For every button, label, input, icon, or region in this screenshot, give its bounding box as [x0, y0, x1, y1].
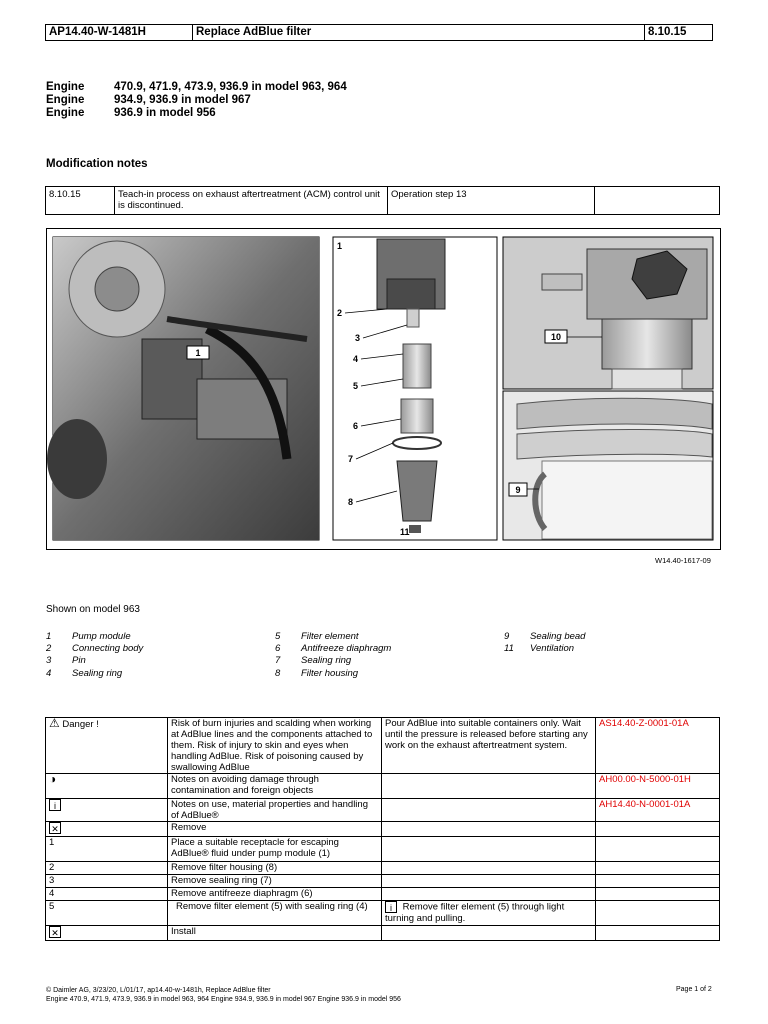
callout-label: 11 [400, 527, 410, 537]
note-text: Notes on avoiding damage through contamination and foreign objects [168, 774, 382, 799]
footer-line-1: © Daimler AG, 3/23/20, L/01/17, ap14.40-w-1481h, Replace AdBlue filter [46, 987, 271, 994]
panel-connecting-body [503, 237, 713, 389]
legend-num: 2 [46, 643, 52, 654]
danger-row [46, 718, 720, 774]
step-note: Remove filter element (5) through light turning and pulling. [385, 901, 565, 924]
warning-triangle-icon: ⚠ [49, 716, 60, 730]
step-note [382, 875, 596, 888]
empty-cell [382, 926, 596, 941]
callout-label: 8 [348, 497, 354, 507]
callout-label: 9 [515, 485, 521, 495]
legend-num: 5 [275, 631, 281, 642]
callout-label: 1 [337, 241, 343, 251]
legend-item [275, 654, 475, 667]
callout-label: 4 [353, 354, 359, 364]
legend-item [46, 654, 246, 667]
engine-value: 936.9 in model 956 [114, 107, 216, 119]
step-num: 1 [46, 837, 168, 862]
legend-item [46, 667, 246, 680]
step-note [382, 888, 596, 901]
step-text: Place a suitable receptacle for escaping AdBlue® fluid under pump module (1) [168, 837, 382, 862]
callout-label: 10 [550, 332, 562, 342]
install-icon: ✕ [49, 926, 61, 938]
step-row [46, 837, 720, 862]
step-text: Remove filter element (5) with sealing ring (4) [168, 901, 382, 926]
empty-cell [596, 875, 720, 888]
procedure-table [45, 717, 720, 941]
header-table [45, 24, 713, 41]
callout-label: 6 [353, 421, 359, 431]
modification-heading: Modification notes [46, 158, 148, 170]
empty-cell [382, 822, 596, 837]
mod-ref: Operation step 13 [388, 187, 595, 215]
mod-extra [595, 187, 720, 215]
note-empty [382, 799, 596, 822]
step-row [46, 875, 720, 888]
engine-label: Engine [46, 107, 85, 119]
danger-cell [46, 718, 168, 774]
panel-engine-overview [47, 237, 319, 540]
danger-action: Pour AdBlue into suitable containers only. Wait until the pressure is released before starting any work on the exhaust aftertreatment system. [382, 718, 596, 774]
figure-id: W14.40-1617-09 [655, 556, 711, 565]
note-icon-cell [46, 774, 168, 799]
engine-label: Engine [46, 81, 85, 93]
note-empty [382, 774, 596, 799]
page-number: Page 1 of 2 [676, 986, 712, 993]
remove-icon: ✕ [49, 822, 61, 834]
legend-text: Connecting body [72, 643, 144, 654]
panel-sealing-bead [503, 391, 713, 540]
note-ref: AH00.00-N-5000-01H [596, 774, 720, 799]
mod-text: Teach-in process on exhaust aftertreatment (ACM) control unit is discontinued. [115, 187, 388, 215]
note-icon-cell [46, 799, 168, 822]
remove-icon-cell [46, 822, 168, 837]
danger-label: Danger ! [62, 719, 99, 730]
step-num: 3 [46, 875, 168, 888]
legend-text: Pin [72, 655, 86, 666]
legend-item [275, 667, 475, 680]
remove-row [46, 822, 720, 837]
legend-num: 9 [504, 631, 510, 642]
empty-cell [596, 862, 720, 875]
empty-cell [596, 888, 720, 901]
info-icon: i [385, 901, 397, 913]
doc-id: AP14.40-W-1481H [46, 25, 193, 41]
legend-num: 1 [46, 631, 52, 642]
step-text: Remove antifreeze diaphragm (6) [168, 888, 382, 901]
callout-label: 2 [337, 308, 343, 318]
footer-left [46, 986, 606, 1004]
step-num: 2 [46, 862, 168, 875]
callout-label: 1 [195, 348, 201, 358]
doc-title: Replace AdBlue filter [193, 25, 645, 41]
panel-exploded-view [333, 237, 497, 540]
modification-table [45, 186, 720, 215]
doc-date: 8.10.15 [645, 25, 713, 41]
legend-num: 11 [504, 643, 514, 654]
step-row [46, 888, 720, 901]
danger-ref: AS14.40-Z-0001-01A [596, 718, 720, 774]
step-row [46, 862, 720, 875]
contamination-icon: ◑ [49, 772, 57, 786]
footer-line-2: Engine 470.9, 471.9, 473.9, 936.9 in model 963, 964 Engine 934.9, 936.9 in model 967 Engine 936.9 in model 956 [46, 996, 401, 1003]
legend-text: Sealing ring [301, 655, 352, 666]
legend-text: Filter element [301, 631, 359, 642]
step-note-cell [382, 901, 596, 926]
legend-text: Filter housing [301, 668, 359, 679]
figure-illustration [47, 229, 720, 549]
legend-num: 6 [275, 643, 281, 654]
step-text: Remove sealing ring (7) [168, 875, 382, 888]
step-row [46, 901, 720, 926]
note-row [46, 799, 720, 822]
legend-num: 7 [275, 655, 281, 666]
empty-cell [596, 822, 720, 837]
legend-text: Antifreeze diaphragm [301, 643, 392, 654]
install-row [46, 926, 720, 941]
note-row [46, 774, 720, 799]
info-icon: i [49, 799, 61, 811]
legend-num: 3 [46, 655, 52, 666]
step-text: Remove filter housing (8) [168, 862, 382, 875]
shown-on-model: Shown on model 963 [46, 604, 140, 615]
legend-num: 4 [46, 668, 52, 679]
legend-text: Sealing ring [72, 668, 123, 679]
empty-cell [596, 901, 720, 926]
legend-text: Ventilation [530, 643, 575, 654]
engine-label: Engine [46, 94, 85, 106]
empty-cell [596, 837, 720, 862]
note-text: Notes on use, material properties and handling of AdBlue® [168, 799, 382, 822]
install-icon-cell [46, 926, 168, 941]
step-num: 5 [46, 901, 168, 926]
danger-risk: Risk of burn injuries and scalding when working at AdBlue lines and the components attached to them. Risk of injury to skin and eyes when handling AdBlue. Risk of poisoning caused by swallowing AdBlue [168, 718, 382, 774]
step-note [382, 862, 596, 875]
legend-text: Pump module [72, 631, 131, 642]
callout-label: 7 [348, 454, 354, 464]
remove-label: Remove [168, 822, 382, 837]
install-label: Install [168, 926, 382, 941]
engine-value: 470.9, 471.9, 473.9, 936.9 in model 963, 964 [114, 81, 347, 93]
empty-cell [596, 926, 720, 941]
legend-item [504, 642, 704, 655]
engine-value: 934.9, 936.9 in model 967 [114, 94, 251, 106]
technical-figure [46, 228, 721, 550]
step-num: 4 [46, 888, 168, 901]
callout-label: 5 [353, 381, 359, 391]
mod-date: 8.10.15 [46, 187, 115, 215]
callout-label: 3 [355, 333, 361, 343]
legend-text: Sealing bead [530, 631, 586, 642]
legend-num: 8 [275, 668, 281, 679]
step-note [382, 837, 596, 862]
note-ref: AH14.40-N-0001-01A [596, 799, 720, 822]
